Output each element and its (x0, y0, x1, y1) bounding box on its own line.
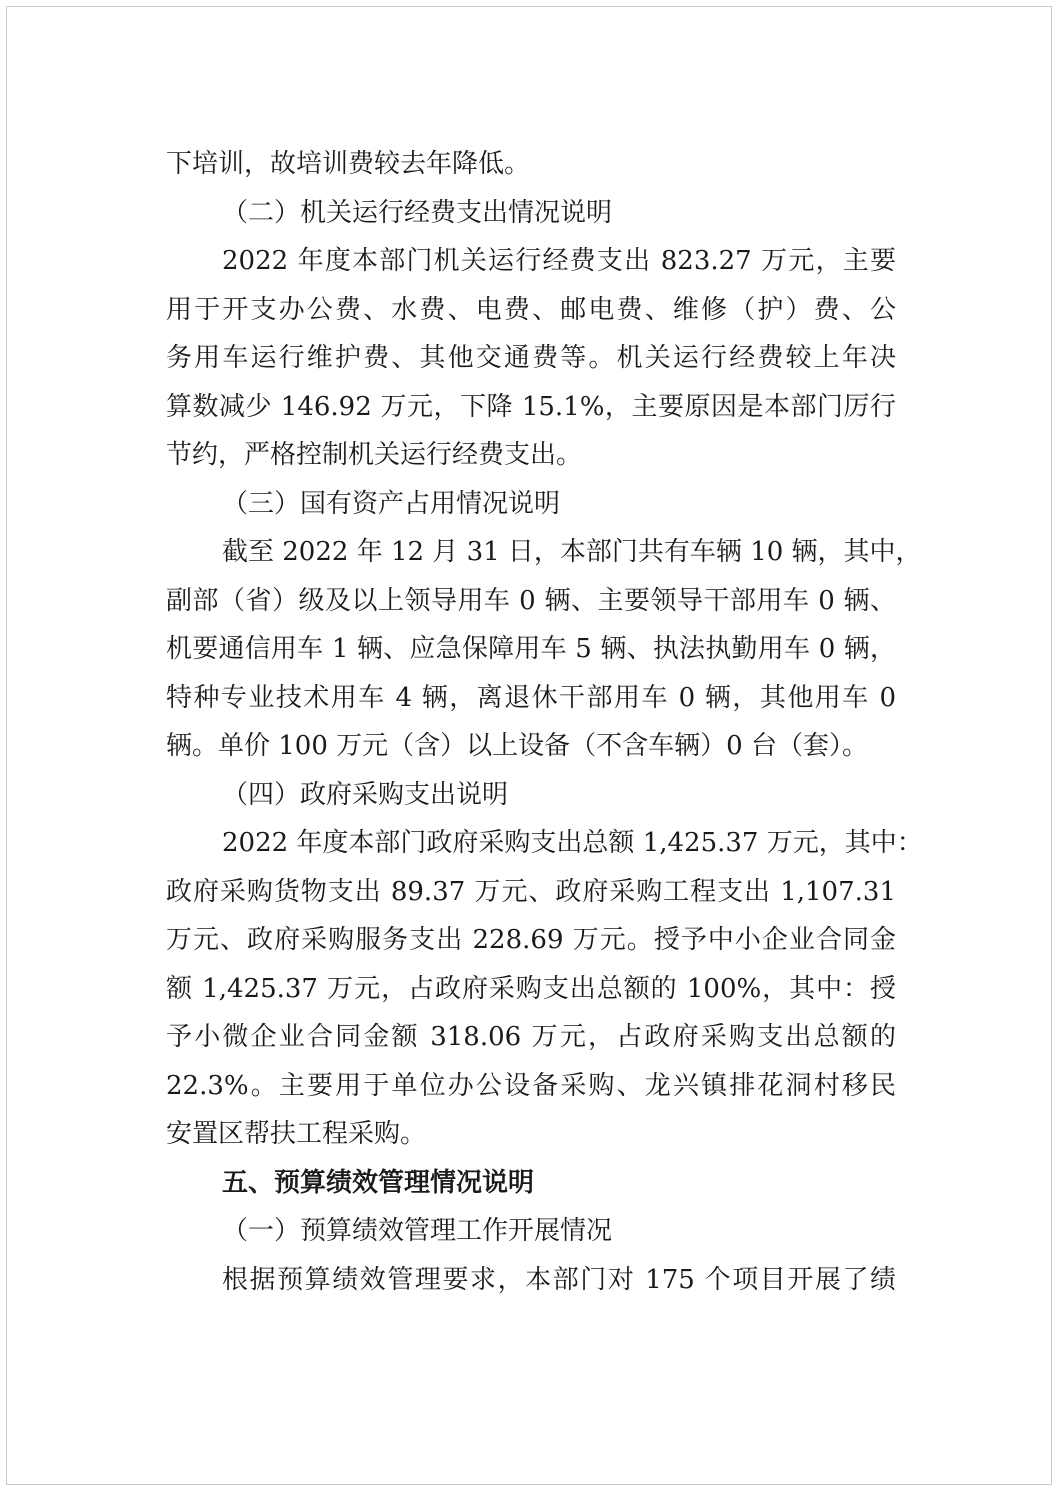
paragraph-line: 用于开支办公费、水费、电费、邮电费、维修（护）费、公 (166, 294, 896, 325)
paragraph-line: 截至 2022 年 12 月 31 日，本部门共有车辆 10 辆，其中， (222, 537, 922, 567)
paragraph-line: 额 1,425.37 万元，占政府采购支出总额的 100%，其中：授 (166, 973, 896, 1004)
section-heading: （二）机关运行经费支出情况说明 (222, 197, 613, 228)
paragraph-line: 政府采购货物支出 89.37 万元、政府采购工程支出 1,107.31 (166, 876, 896, 907)
paragraph-line: 根据预算绩效管理要求，本部门对 175 个项目开展了绩 (222, 1264, 896, 1295)
document-body (166, 140, 923, 1304)
paragraph-line: 下培训，故培训费较去年降低。 (166, 149, 531, 179)
paragraph-line: 算数减少 146.92 万元，下降 15.1%，主要原因是本部门厉行 (166, 391, 896, 422)
paragraph-line: 机要通信用车 1 辆、应急保障用车 5 辆、执法执勤用车 0 辆， (166, 634, 896, 664)
section-heading: （四）政府采购支出说明 (222, 779, 509, 810)
paragraph-line: 予小微企业合同金额 318.06 万元，占政府采购支出总额的 (166, 1022, 896, 1052)
section-heading: （三）国有资产占用情况说明 (222, 488, 561, 519)
paragraph-line: 辆。单价 100 万元（含）以上设备（不含车辆）0 台（套）。 (166, 731, 868, 761)
paragraph-line: 副部（省）级及以上领导用车 0 辆、主要领导干部用车 0 辆、 (166, 585, 896, 616)
paragraph-line: 22.3%。主要用于单位办公设备采购、龙兴镇排花洞村移民 (166, 1070, 896, 1101)
section-heading: 五、预算绩效管理情况说明 (222, 1167, 535, 1198)
paragraph-line: 2022 年度本部门机关运行经费支出 823.27 万元，主要 (222, 246, 896, 276)
paragraph-line: 特种专业技术用车 4 辆，离退休干部用车 0 辆，其他用车 0 (166, 682, 896, 713)
paragraph-line: 安置区帮扶工程采购。 (166, 1119, 427, 1149)
paragraph-line: 万元、政府采购服务支出 228.69 万元。授予中小企业合同金 (166, 925, 896, 955)
section-heading: （一）预算绩效管理工作开展情况 (222, 1216, 613, 1246)
paragraph-line: 2022 年度本部门政府采购支出总额 1,425.37 万元，其中： (222, 828, 923, 858)
paragraph-line: 务用车运行维护费、其他交通费等。机关运行经费较上年决 (166, 343, 896, 373)
paragraph-line: 节约，严格控制机关运行经费支出。 (166, 440, 583, 470)
